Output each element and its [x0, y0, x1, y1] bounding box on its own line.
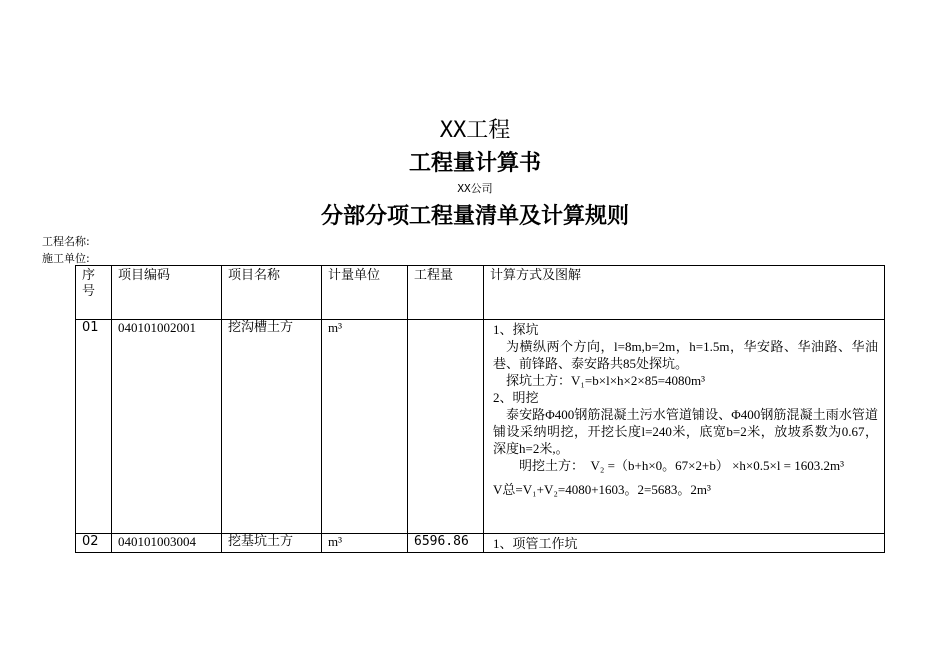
- row-method: [484, 534, 885, 553]
- method-line: 为横纵两个方向，l=8m,b=2m，h=1.5m，华安路、华油路、华油巷、前锋路、泰安路共85处探坑。: [493, 339, 878, 371]
- quantity-table: [75, 265, 885, 553]
- header-method: 计算方式及图解: [484, 266, 885, 320]
- method-line: 泰安路Φ400钢筋混凝土污水管道铺设、Φ400钢筋混凝土雨水管道铺设采纳明挖，开挖长度l=240米，底宽b=2米，放坡系数为0.67，深度h=2米,。: [493, 407, 878, 456]
- row-name: 挖沟槽土方: [222, 320, 322, 534]
- method-line: 明挖土方： V₂ =（b+h×0。67×2+b） ×h×0.5×l = 1603.2m³: [519, 458, 845, 473]
- header-name: 项目名称: [222, 266, 322, 320]
- header-code: 项目编码: [112, 266, 222, 320]
- header-unit: 计量单位: [322, 266, 408, 320]
- header-qty: 工程量: [408, 266, 484, 320]
- method-line: 1、项管工作坑: [493, 536, 578, 551]
- row-code: 040101002001: [112, 320, 222, 534]
- method-line: V总=V₁+V₂=4080+1603。2=5683。2m³: [493, 482, 711, 497]
- row-code: 040101003004: [112, 534, 222, 553]
- row-seq: 02: [76, 534, 112, 553]
- row-unit: m³: [322, 534, 408, 553]
- doc-title: XX工程: [439, 118, 511, 143]
- method-line: 2、明挖: [493, 390, 539, 405]
- method-line: 探坑土方：V₁=b×l×h×2×85=4080m³: [506, 373, 706, 388]
- table-row: [76, 320, 885, 534]
- company-name: XX公司: [457, 182, 493, 195]
- row-unit: m³: [322, 320, 408, 534]
- header-seq-text: 序号: [82, 268, 96, 299]
- table-header-row: [76, 266, 885, 320]
- row-method: [484, 320, 885, 534]
- method-line: 1、探坑: [493, 322, 539, 337]
- row-qty: [408, 320, 484, 534]
- row-seq: 01: [76, 320, 112, 534]
- doc-subtitle: 工程量计算书: [408, 151, 541, 176]
- construction-unit-label: 施工单位:: [42, 252, 90, 265]
- row-qty: 6596.86: [408, 534, 484, 553]
- row-name: 挖基坑土方: [222, 534, 322, 553]
- header-seq: [76, 266, 112, 320]
- section-heading: 分部分项工程量清单及计算规则: [320, 204, 629, 229]
- table-row: [76, 534, 885, 553]
- project-name-label: 工程名称:: [42, 235, 90, 248]
